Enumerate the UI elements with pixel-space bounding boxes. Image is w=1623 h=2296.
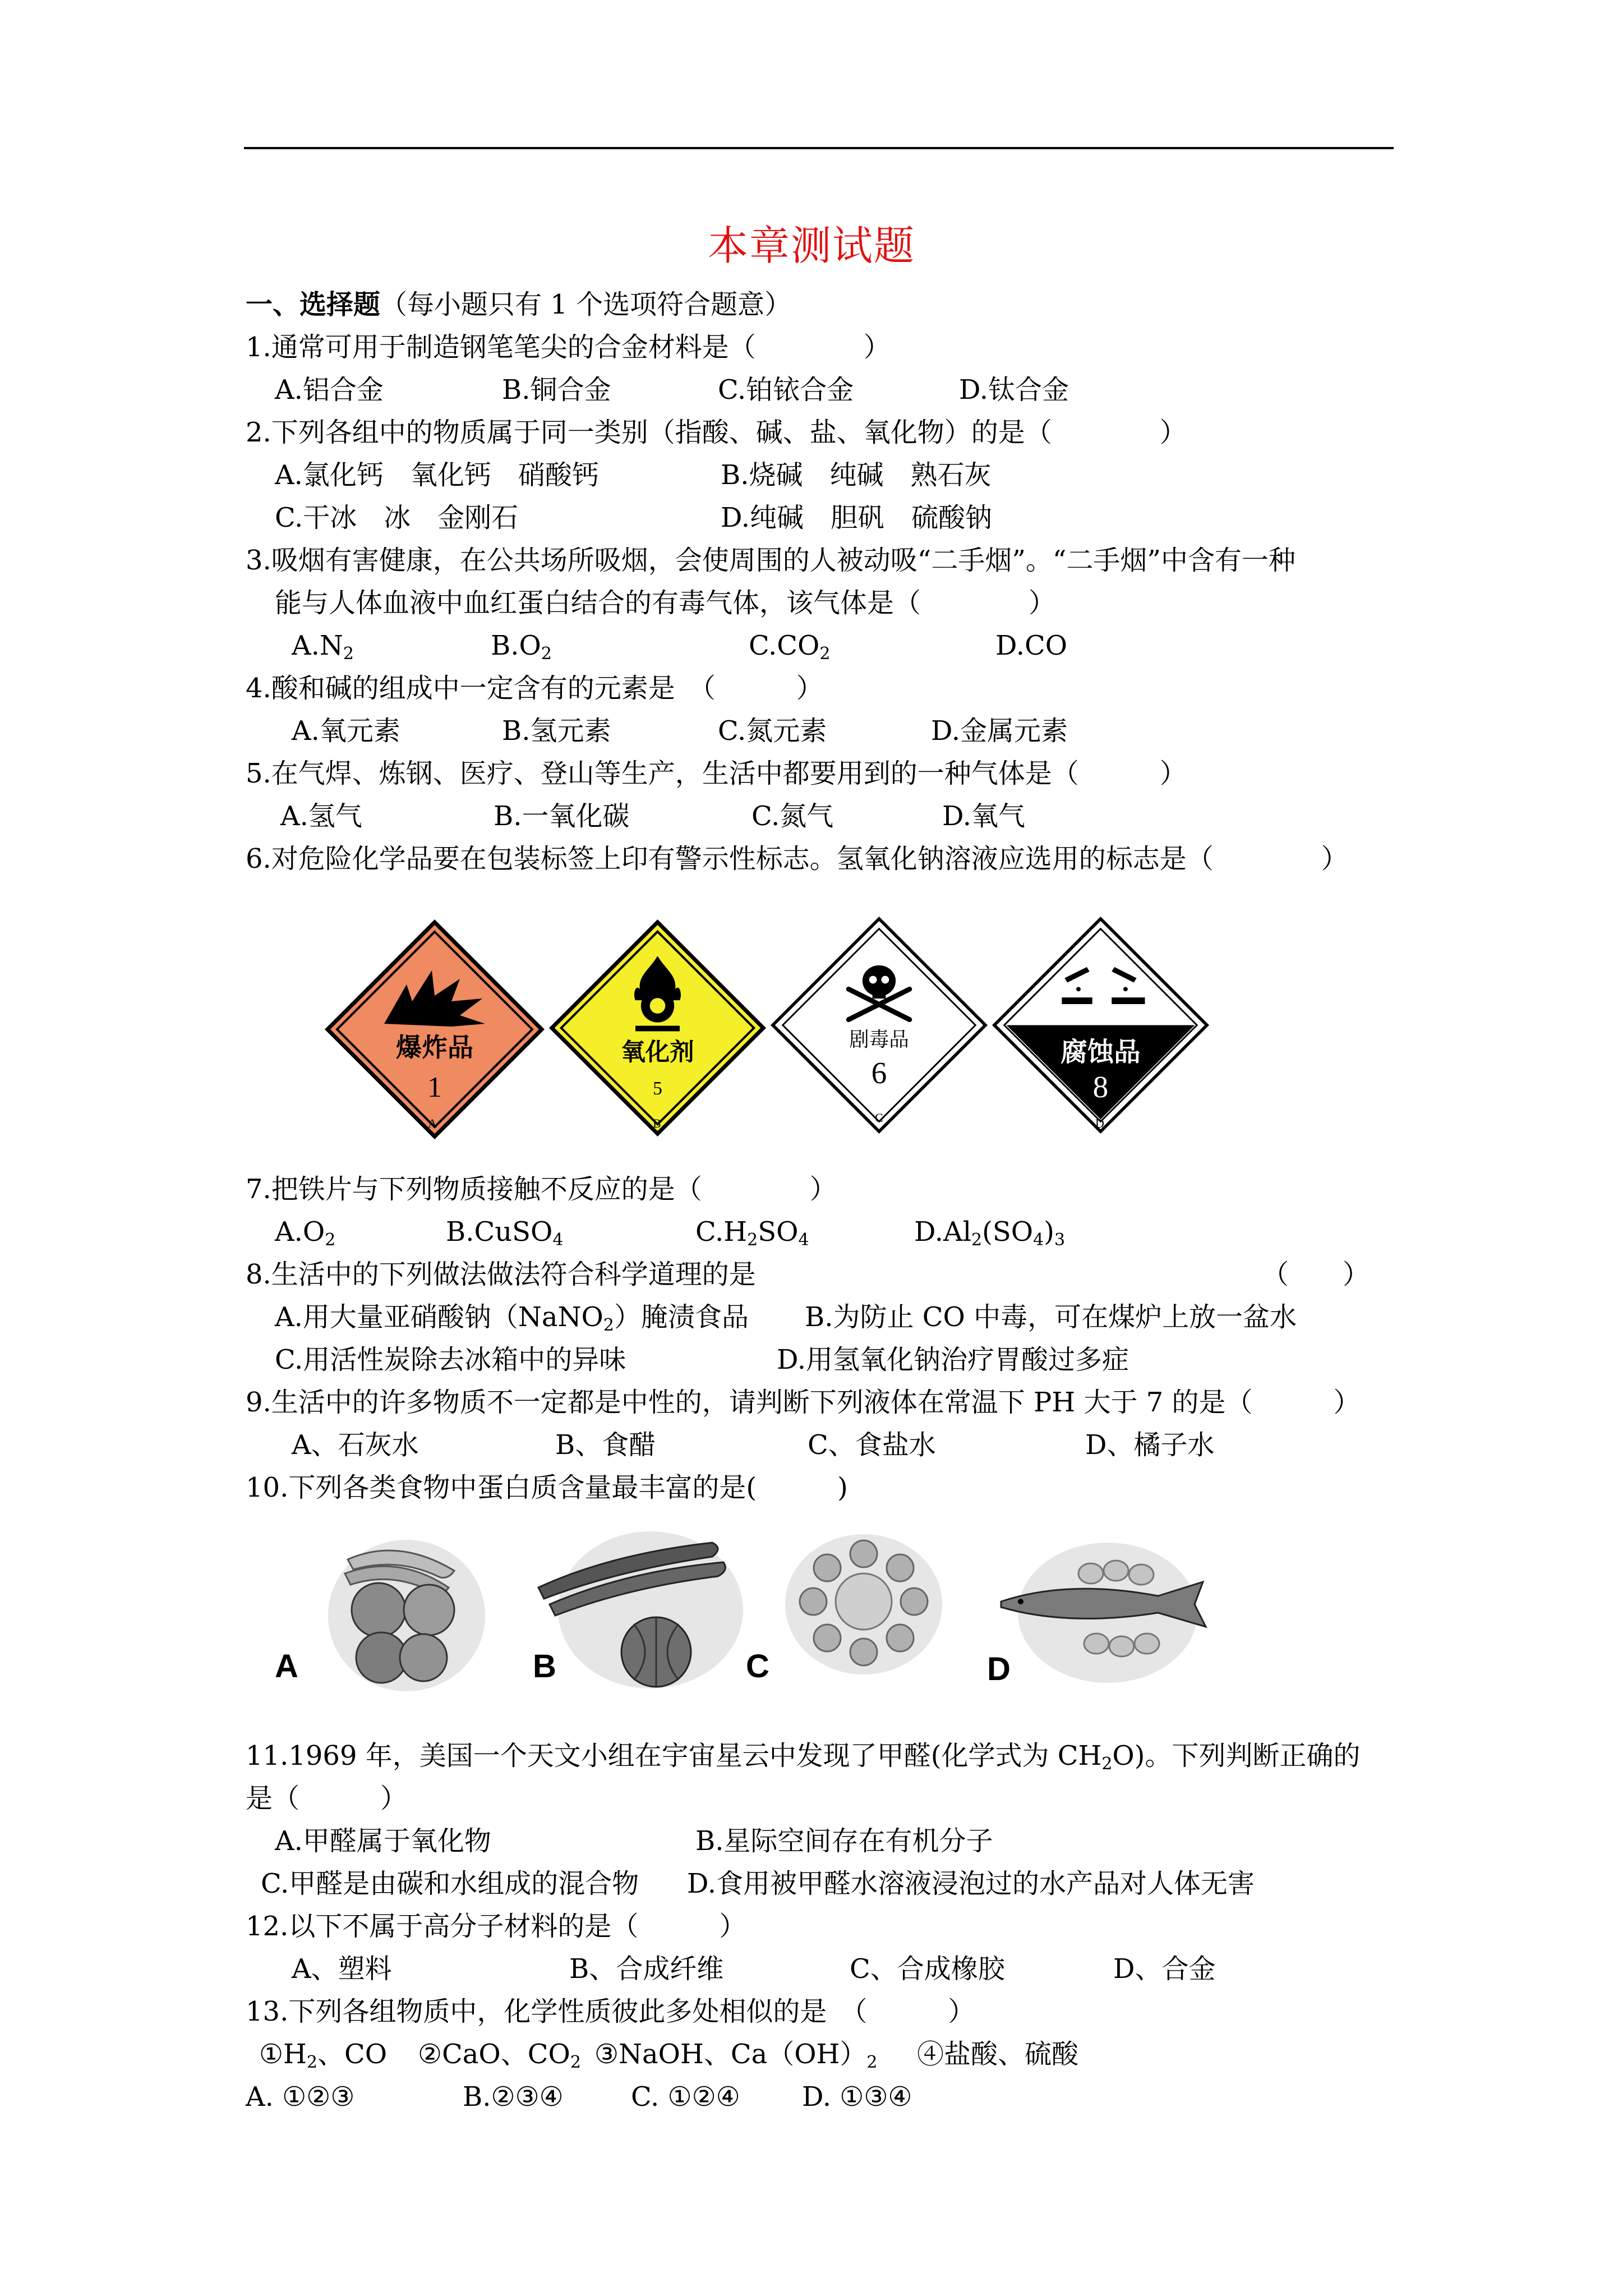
q13-group-1: $①H_2$、CO [259,2039,388,2072]
q11-option-d: D.食用被甲醛水溶液浸泡过的水产品对人体无害 [687,1868,1255,1899]
q5-stem: 5.在气焊、炼钢、医疗、登山等生产，生活中都要用到的一种气体是（ ） [246,758,1187,789]
q4-option-a: A.氧元素 [292,715,400,747]
q8-option-d: D.用氢氧化钠治疗胃酸过多症 [777,1344,1129,1375]
q2-option-c: C.干冰 冰 金刚石 [275,502,519,533]
q3-stem-line2: 能与人体血液中血红蛋白结合的有毒气体，该气体是（ ） [275,587,1056,619]
food-rice-plate [740,1531,965,1694]
sign-a-label: 爆炸品 [396,1032,473,1062]
sign-b-caption: B [653,1116,661,1130]
sign-c-number: 6 [871,1056,887,1091]
food-a-caption: A [275,1648,298,1685]
q4-option-b: B.氢元素 [502,715,611,747]
food-d-caption: D [987,1651,1011,1687]
sign-b-label: 氧化剂 [621,1038,694,1066]
q3-option-c: $C.CO_2$ [749,630,831,664]
q13-option-d: D. ①③④ [802,2081,912,2113]
q7-stem: 7.把铁片与下列物质接触不反应的是（ ） [246,1174,837,1205]
hazard-sign-corrosive [990,914,1211,1136]
q2-option-d: D.纯碱 胆矾 硫酸钠 [721,502,993,533]
q3-option-d: D.CO [995,630,1068,661]
sign-c-fill [775,921,983,1129]
sign-d-number: 8 [1092,1069,1109,1104]
q3-option-b: $B.O_2$ [491,630,552,664]
food-fruit-plate [269,1526,494,1694]
q3-stem-line1: 3.吸烟有害健康，在公共场所吸烟，会使周围的人被动吸“二手烟”。“二手烟”中含有一种 [246,545,1295,576]
q9-stem: 9.生活中的许多物质不一定都是中性的，请判断下列液体在常温下 PH 大于 7 的是（ ） [246,1387,1361,1418]
q9-option-c: C、食盐水 [808,1429,936,1461]
q7-option-b: B.CuSO$_4$ [446,1216,564,1250]
q12-option-a: A、塑料 [292,1953,392,1985]
q1-option-b: B.铜合金 [502,374,611,406]
q13-group-2: ②CaO、$CO_2$ [418,2039,581,2072]
q1-option-c: C.铂铱合金 [718,374,854,406]
food-b-caption: B [533,1648,556,1685]
q2-option-a: A.氯化钙 氧化钙 硝酸钙 [275,459,599,491]
food-c-caption: C [746,1648,769,1685]
q8-option-c: C.用活性炭除去冰箱中的异味 [275,1344,626,1375]
q13-stem: 13.下列各组物质中，化学性质彼此多处相似的是 （ ） [246,1996,975,2027]
sign-a-caption: A [428,1116,437,1130]
q8-answer-paren: （ ） [1262,1259,1370,1290]
section-heading-note: （每小题只有 1 个选项符合题意） [380,289,792,320]
q1-stem: 1.通常可用于制造钢笔笔尖的合金材料是（ ） [246,332,891,363]
q11-option-a: A.甲醛属于氧化物 [275,1825,491,1857]
q7-option-c: $C.H_2SO_4$ [695,1216,809,1250]
q10-stem: 10.下列各类食物中蛋白质含量最丰富的是( ) [246,1472,848,1503]
q13-group-3: ③NaOH、$Ca(OH)_2$ [594,2039,878,2072]
q1-option-a: A.铝合金 [275,374,384,406]
q13-option-a: A. ①②③ [246,2081,355,2113]
q12-option-c: C、合成橡胶 [850,1953,1005,1985]
q5-option-d: D.氧气 [942,800,1026,832]
q8-option-b: B.为防止 CO 中毒，可在煤炉上放一盆水 [805,1301,1297,1333]
q1-option-d: D.钛合金 [959,374,1069,406]
q5-option-a: A.氢气 [280,800,362,832]
q8-option-a: A.用大量亚硝酸钠（NaNO$_2$）腌渍食品 [275,1301,749,1335]
section-heading-bold: 一、选择题 [246,289,381,320]
hazard-sign-explosive [322,917,547,1142]
q13-option-c: C. ①②④ [631,2081,740,2113]
q4-stem: 4.酸和碱的组成中一定含有的元素是 （ ） [246,673,823,704]
q7-option-a: $A.O_2$ [275,1216,336,1250]
q3-option-a: $A.N_2$ [292,630,354,664]
q11-option-c: C.甲醛是由碳和水组成的混合物 [261,1868,639,1899]
q9-option-a: A、石灰水 [292,1429,419,1461]
food-vegetable-plate [527,1515,751,1694]
q11-stem-line2: 是（ ） [246,1783,408,1814]
q8-stem: 8.生活中的下列做法做法符合科学道理的是 [246,1259,756,1290]
q2-option-b: B.烧碱 纯碱 熟石灰 [721,459,992,491]
q4-option-d: D.金属元素 [931,715,1068,747]
q2-stem: 2.下列各组中的物质属于同一类别（指酸、碱、盐、氧化物）的是（ ） [246,417,1187,448]
sign-b-number: 5 [653,1078,662,1099]
q5-option-b: B.一氧化碳 [494,800,630,832]
sign-a-number: 1 [427,1071,442,1103]
sign-d-label: 腐蚀品 [1061,1037,1141,1068]
header-rule [244,147,1394,149]
page-title: 本章测试题 [707,222,915,269]
q11-stem-line1: 11.1969 年，美国一个天文小组在宇宙星云中发现了甲醛(化学式为 $CH_2O$)。下列判断正确的 [246,1740,1361,1774]
q5-option-c: C.氮气 [751,800,834,832]
q12-stem: 12.以下不属于高分子材料的是（ ） [246,1911,746,1942]
q12-option-d: D、合金 [1113,1953,1216,1985]
q13-group-4: ④盐酸、硫酸 [917,2039,1079,2070]
sign-c-caption: C [875,1111,883,1125]
section-heading [246,288,791,321]
q7-option-d: $D.Al_2(SO_4)_3$ [914,1216,1066,1250]
q9-option-b: B、食醋 [555,1429,656,1461]
sign-c-label: 剧毒品 [849,1028,909,1052]
q13-option-b: B.②③④ [463,2081,564,2113]
hazard-sign-oxidizer [547,917,768,1139]
q6-stem: 6.对危险化学品要在包装标签上印有警示性标志。氢氧化钠溶液应选用的标志是（ ） [246,843,1348,875]
hazard-sign-toxic [768,914,990,1136]
sign-d-caption: D [1095,1116,1104,1130]
q11-option-b: B.星际空间存在有机分子 [695,1825,993,1857]
food-fish-plate [979,1534,1225,1697]
q12-option-b: B、合成纤维 [569,1953,724,1985]
q4-option-c: C.氮元素 [718,715,827,747]
q9-option-d: D、橘子水 [1085,1429,1215,1461]
